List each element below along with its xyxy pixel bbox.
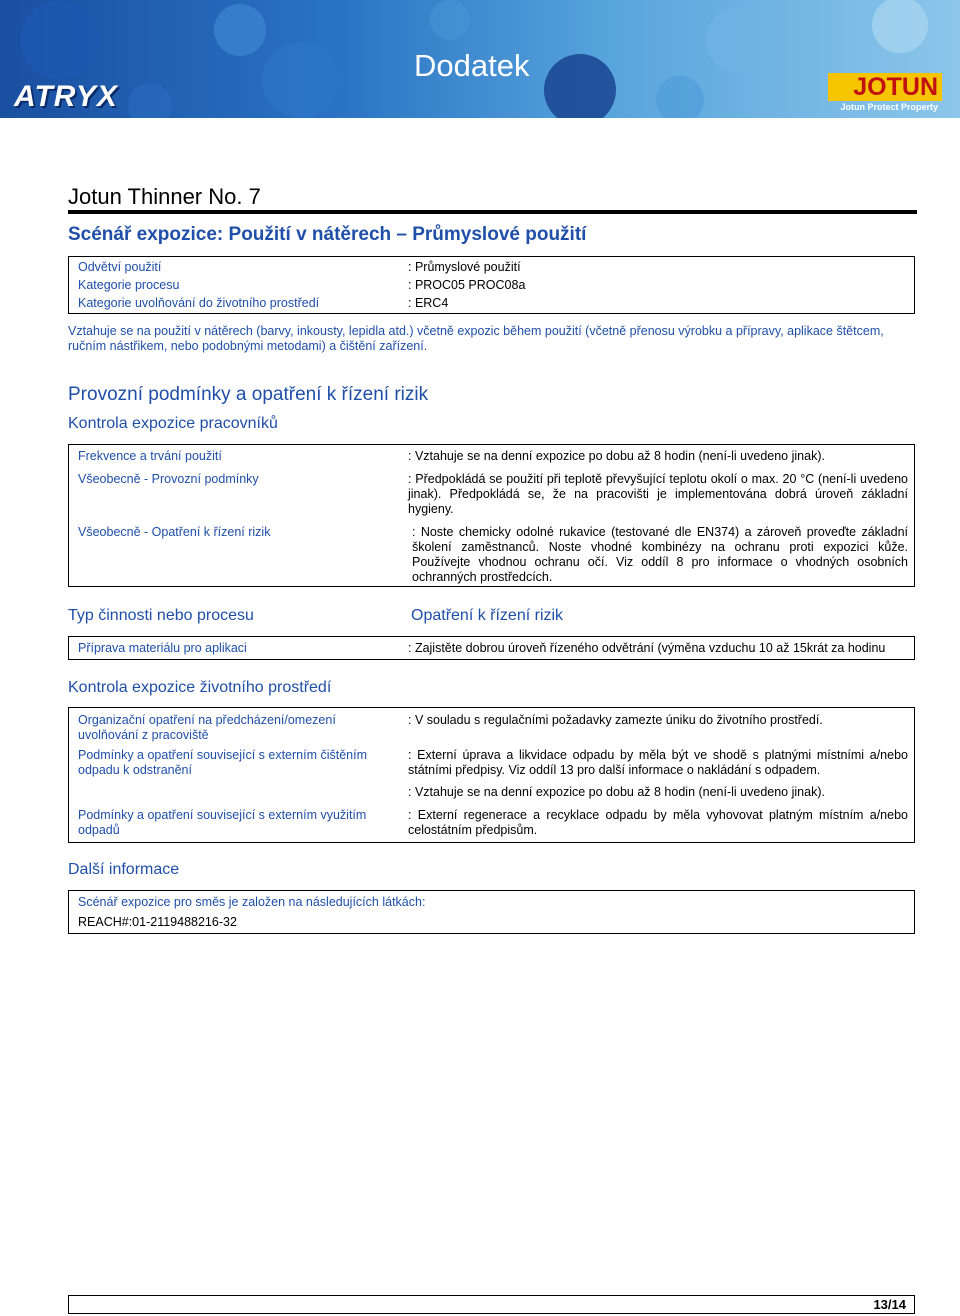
worker-row-value: : Noste chemicky odolné rukavice (testované dle EN374) a zároveň proveďte základní školení zaměstnanců. Noste vhodné kombinézy na ochranu proti expozici kůže. Používejte vhodnou ochranu očí. Viz oddíl 8 pro informace o vhodných osobních ochranných prostředcích. — [412, 525, 908, 584]
use-value: : ERC4 — [408, 296, 449, 310]
jotun-logo: JOTUN — [828, 73, 942, 101]
worker-control-box — [68, 444, 915, 587]
use-note: Vztahuje se na použití v nátěrech (barvy, inkousty, lepidla atd.) včetně expozic během použití (včetně přenosu výrobku a přípravy, aplikace štětcem, ručním nástřikem, nebo podobnými metodami) a čištění zařízení. — [68, 324, 884, 353]
footer — [68, 1295, 915, 1314]
worker-row-label: Frekvence a trvání použití — [78, 449, 222, 463]
title-divider — [68, 210, 917, 214]
env-control-box — [68, 707, 915, 843]
worker-row-label: Všeobecně - Provozní podmínky — [78, 472, 259, 486]
further-info-title: Další informace — [68, 861, 180, 878]
activity-box — [68, 636, 915, 660]
use-label: Kategorie uvolňování do životního prostředí — [78, 296, 320, 310]
banner-title: Dodatek — [414, 48, 530, 83]
page-number: 13/14 — [873, 1297, 906, 1312]
activity-value: : Zajistěte dobrou úroveň řízeného odvětrání (výměna vzduchu 10 až 15krát za hodinu — [408, 641, 886, 655]
env-row-value: : V souladu s regulačními požadavky zamezte úniku do životního prostředí. — [408, 713, 823, 727]
use-label: Odvětví použití — [78, 260, 162, 274]
atryx-logo: ATRYX — [14, 80, 118, 113]
env-row-value: : Externí úprava a likvidace odpadu by měla být ve shodě s platnými místními a/nebo státními předpisy. Viz oddíl 13 pro další informace o nakládání s odpadem. — [408, 748, 908, 777]
worker-row-value: : Vztahuje se na denní expozice po dobu až 8 hodin (není-li uvedeno jinak). — [408, 449, 825, 463]
env-row-label: Podmínky a opatření související s externím čištěním odpadu k odstranění — [78, 748, 368, 777]
use-value: : Průmyslové použití — [408, 260, 521, 274]
worker-row-value: : Předpokládá se použití při teplotě převyšující teplotu okolí o max. 20 °C (není-li uvedeno jinak). Předpokládá se, že na pracovišti je implementována dobrá úroveň základní hygieny. — [408, 472, 908, 516]
env-row-label: Podmínky a opatření související s externím využitím odpadů — [78, 808, 367, 837]
scenario-title: Scénář expozice: Použití v nátěrech – Průmyslové použití — [68, 224, 587, 245]
use-value: : PROC05 PROC08a — [408, 278, 526, 292]
worker-control-title: Kontrola expozice pracovníků — [68, 415, 278, 432]
further-info-box — [68, 890, 915, 934]
conditions-title: Provozní podmínky a opatření k řízení rizik — [68, 384, 429, 405]
activity-label: Příprava materiálu pro aplikaci — [78, 641, 247, 655]
env-row-value: : Externí regenerace a recyklace odpadu by měla vyhovovat platným místním a/nebo celostátním předpisům. — [408, 808, 908, 837]
further-info-line: Scénář expozice pro směs je založen na následujících látkách: — [78, 895, 426, 909]
env-control-title: Kontrola expozice životního prostředí — [68, 679, 332, 696]
env-row-value: : Vztahuje se na denní expozice po dobu až 8 hodin (není-li uvedeno jinak). — [408, 785, 825, 799]
reach-number: REACH#:01-2119488216-32 — [78, 915, 237, 929]
header-banner — [0, 0, 960, 118]
activity-header: Typ činnosti nebo procesu — [68, 607, 254, 624]
use-label: Kategorie procesu — [78, 278, 180, 292]
worker-row-label: Všeobecně - Opatření k řízení rizik — [78, 525, 271, 539]
product-title: Jotun Thinner No. 7 — [68, 184, 261, 209]
measures-header: Opatření k řízení rizik — [411, 607, 564, 624]
jotun-logo-tagline: Jotun Protect Property — [840, 102, 938, 112]
use-category-box — [68, 256, 915, 314]
env-row-label: Organizační opatření na předcházení/omezení uvolňování z pracoviště — [78, 713, 336, 742]
